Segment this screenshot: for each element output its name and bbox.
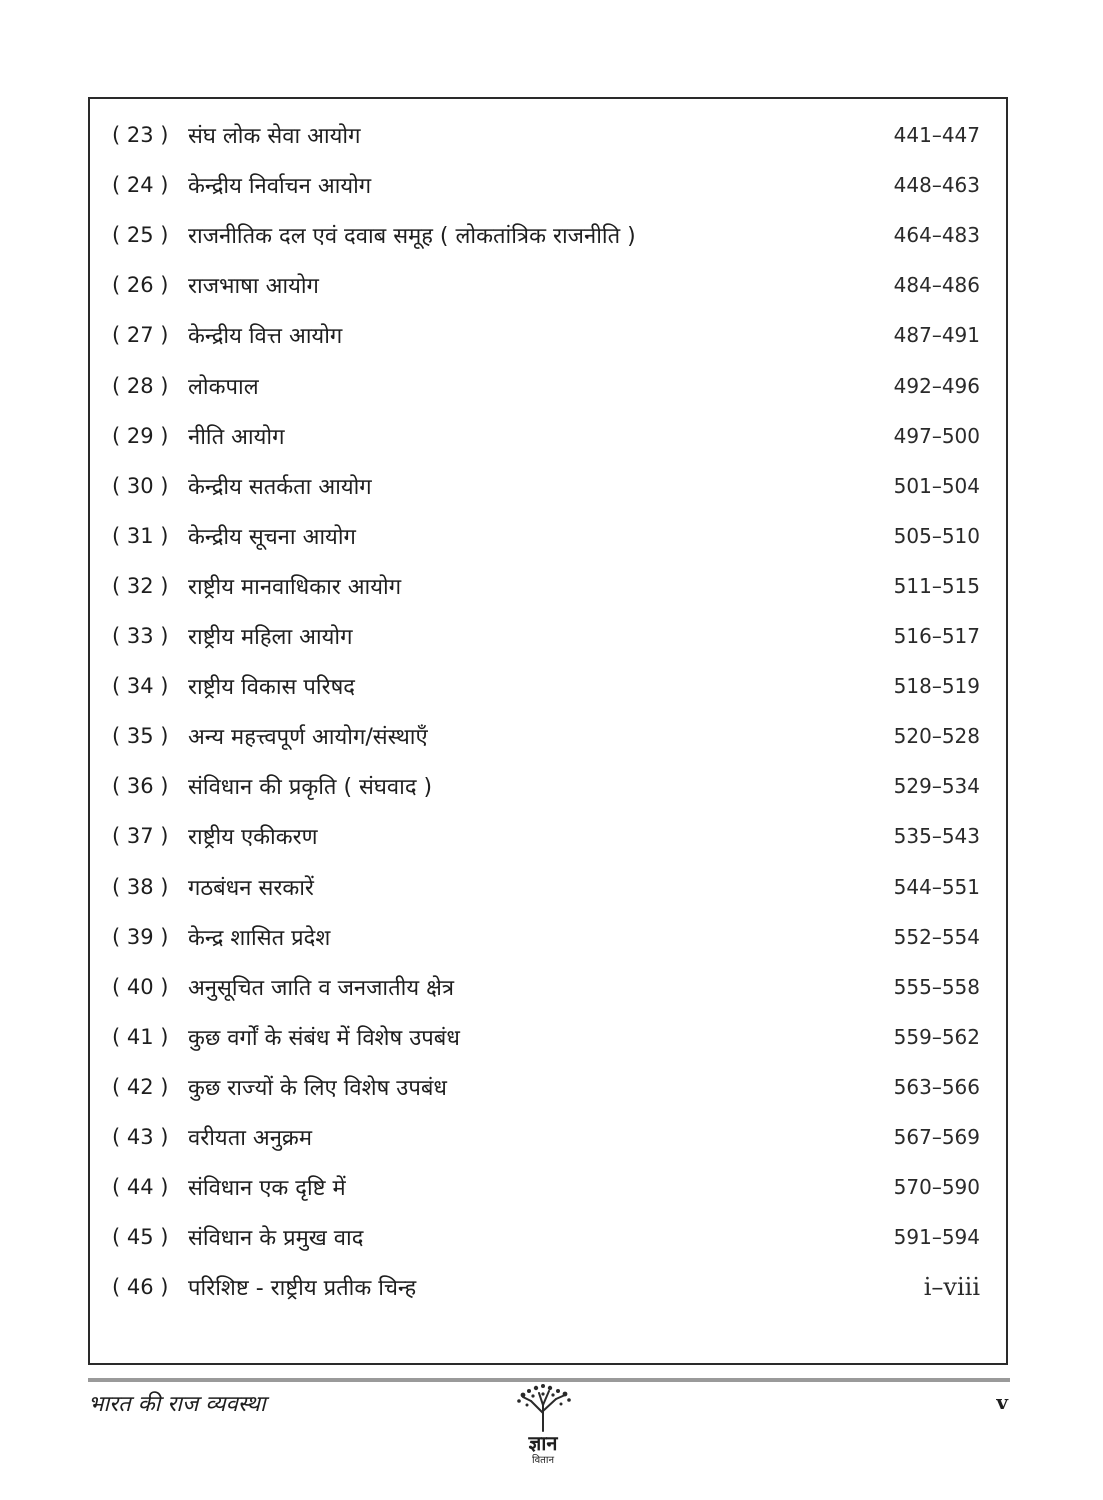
toc-entry [112,215,980,255]
toc-entry-title: संविधान की प्रकृति ( संघवाद ) [188,775,433,801]
toc-entry-title: कुछ वर्गों के संबंध में विशेष उपबंध [188,1025,460,1051]
toc-entry-title: केन्द्रीय निर्वाचन आयोग [188,174,372,200]
toc-entry-number: ( 24 ) [112,173,169,198]
toc-entry-title: राजनीतिक दल एवं दवाब समूह ( लोकतांत्रिक राजनीति ) [188,224,636,250]
publisher-logo [503,1383,583,1465]
toc-entry-pages: i–viii [923,1273,980,1302]
toc-entry [112,416,980,456]
toc-entry-title: संविधान एक दृष्टि में [188,1176,346,1202]
toc-entry [112,516,980,556]
toc-entry-pages: 501–504 [893,473,980,498]
toc-entry-number: ( 34 ) [112,674,169,699]
toc-entry-pages: 567–569 [893,1125,980,1149]
toc-entry-title: राजभाषा आयोग [188,274,319,300]
toc-entry-title: लोकपाल [188,374,259,400]
toc-entry-title: अनुसूचित जाति व जनजातीय क्षेत्र [188,975,455,1001]
toc-entry-title: राष्ट्रीय एकीकरण [188,825,318,851]
toc-entry-pages: 487–491 [893,323,980,348]
toc-entry-title: परिशिष्ट - राष्ट्रीय प्रतीक चिन्ह [188,1276,417,1302]
toc-entry-pages: 520–528 [893,724,980,749]
table-of-contents [88,97,1008,1365]
toc-entry-number: ( 36 ) [112,774,169,799]
toc-entry [112,816,980,856]
toc-entry-pages: 518–519 [893,674,980,699]
toc-entry [112,716,980,756]
toc-entry [112,867,980,907]
page-number: v [996,1390,1008,1414]
toc-entry [112,165,980,205]
footer-divider [88,1378,1010,1382]
toc-entry-number: ( 38 ) [112,874,169,899]
toc-entry-pages: 441–447 [893,123,980,147]
toc-entry [112,315,980,355]
toc-entry [112,566,980,606]
toc-entry-pages: 559–562 [893,1024,980,1049]
toc-entry-number: ( 25 ) [112,223,169,248]
toc-entry-pages: 529–534 [893,774,980,799]
toc-entry-number: ( 45 ) [112,1225,169,1250]
toc-entry-pages: 484–486 [893,273,980,298]
toc-entry-number: ( 40 ) [112,974,169,999]
toc-entry-number: ( 44 ) [112,1175,169,1200]
toc-entry-number: ( 32 ) [112,573,169,598]
toc-entry-title: केन्द्रीय वित्त आयोग [188,324,343,350]
toc-entry-number: ( 42 ) [112,1074,169,1099]
toc-entry-pages: 497–500 [893,423,980,448]
toc-entry-title: संविधान के प्रमुख वाद [188,1226,364,1252]
toc-entry-pages: 552–554 [893,924,980,949]
toc-entry-title: केन्द्रीय सतर्कता आयोग [188,474,372,500]
toc-entry-number: ( 28 ) [112,373,169,398]
toc-entry [112,917,980,957]
toc-entry [112,1167,980,1207]
toc-entry-number: ( 26 ) [112,273,169,298]
toc-entry-title: राष्ट्रीय महिला आयोग [188,625,353,650]
footer-book-title: भारत की राज व्यवस्था [88,1392,266,1417]
toc-entry [112,666,980,706]
toc-entry-number: ( 23 ) [112,123,169,147]
toc-entry-number: ( 41 ) [112,1024,169,1049]
toc-entry-number: ( 37 ) [112,824,169,849]
toc-entry-number: ( 46 ) [112,1275,169,1300]
toc-entry [112,366,980,406]
toc-entry-pages: 505–510 [893,523,980,548]
toc-entry [112,1217,980,1257]
toc-entry-number: ( 39 ) [112,924,169,949]
logo-text: ज्ञान [528,1431,558,1455]
toc-entry-number: ( 27 ) [112,323,169,348]
toc-entry-number: ( 30 ) [112,473,169,498]
toc-entry [112,265,980,305]
toc-entry [112,967,980,1007]
toc-entry [112,115,980,155]
toc-entry-pages: 563–566 [893,1074,980,1099]
toc-entry [112,1267,980,1307]
toc-entry-title: संघ लोक सेवा आयोग [188,124,361,149]
toc-entry-number: ( 43 ) [112,1125,169,1149]
toc-entry-pages: 591–594 [893,1225,980,1250]
toc-entry-title: कुछ राज्यों के लिए विशेष उपबंध [188,1075,447,1101]
toc-entry-pages: 516–517 [893,624,980,648]
toc-entry-number: ( 29 ) [112,423,169,448]
toc-entry-title: राष्ट्रीय विकास परिषद [188,675,355,701]
toc-entry-title: राष्ट्रीय मानवाधिकार आयोग [188,574,402,600]
toc-entry-number: ( 31 ) [112,523,169,548]
toc-entry [112,1017,980,1057]
toc-entry [112,1117,980,1157]
toc-entry-title: नीति आयोग [188,424,285,450]
toc-entry-number: ( 33 ) [112,624,169,648]
toc-entry-pages: 535–543 [893,824,980,849]
toc-entry-title: गठबंधन सरकारें [188,875,314,901]
toc-entry-title: केन्द्र शासित प्रदेश [188,925,331,951]
toc-entry-title: वरीयता अनुक्रम [188,1126,312,1151]
tree-icon [503,1383,583,1433]
logo-subtext: वितान [532,1455,554,1466]
toc-entry-pages: 544–551 [893,874,980,899]
toc-entry [112,616,980,656]
toc-entry-pages: 448–463 [893,173,980,198]
toc-entry-title: अन्य महत्त्वपूर्ण आयोग/संस्थाएँ [188,725,428,751]
toc-entry-number: ( 35 ) [112,724,169,749]
toc-entry-pages: 511–515 [893,573,980,598]
toc-entry [112,766,980,806]
toc-entry-pages: 570–590 [893,1175,980,1200]
toc-entry-pages: 492–496 [893,373,980,398]
toc-entry-pages: 464–483 [893,223,980,248]
toc-entry [112,1067,980,1107]
toc-entry-pages: 555–558 [893,974,980,999]
toc-entry-title: केन्द्रीय सूचना आयोग [188,524,356,550]
toc-entry [112,466,980,506]
